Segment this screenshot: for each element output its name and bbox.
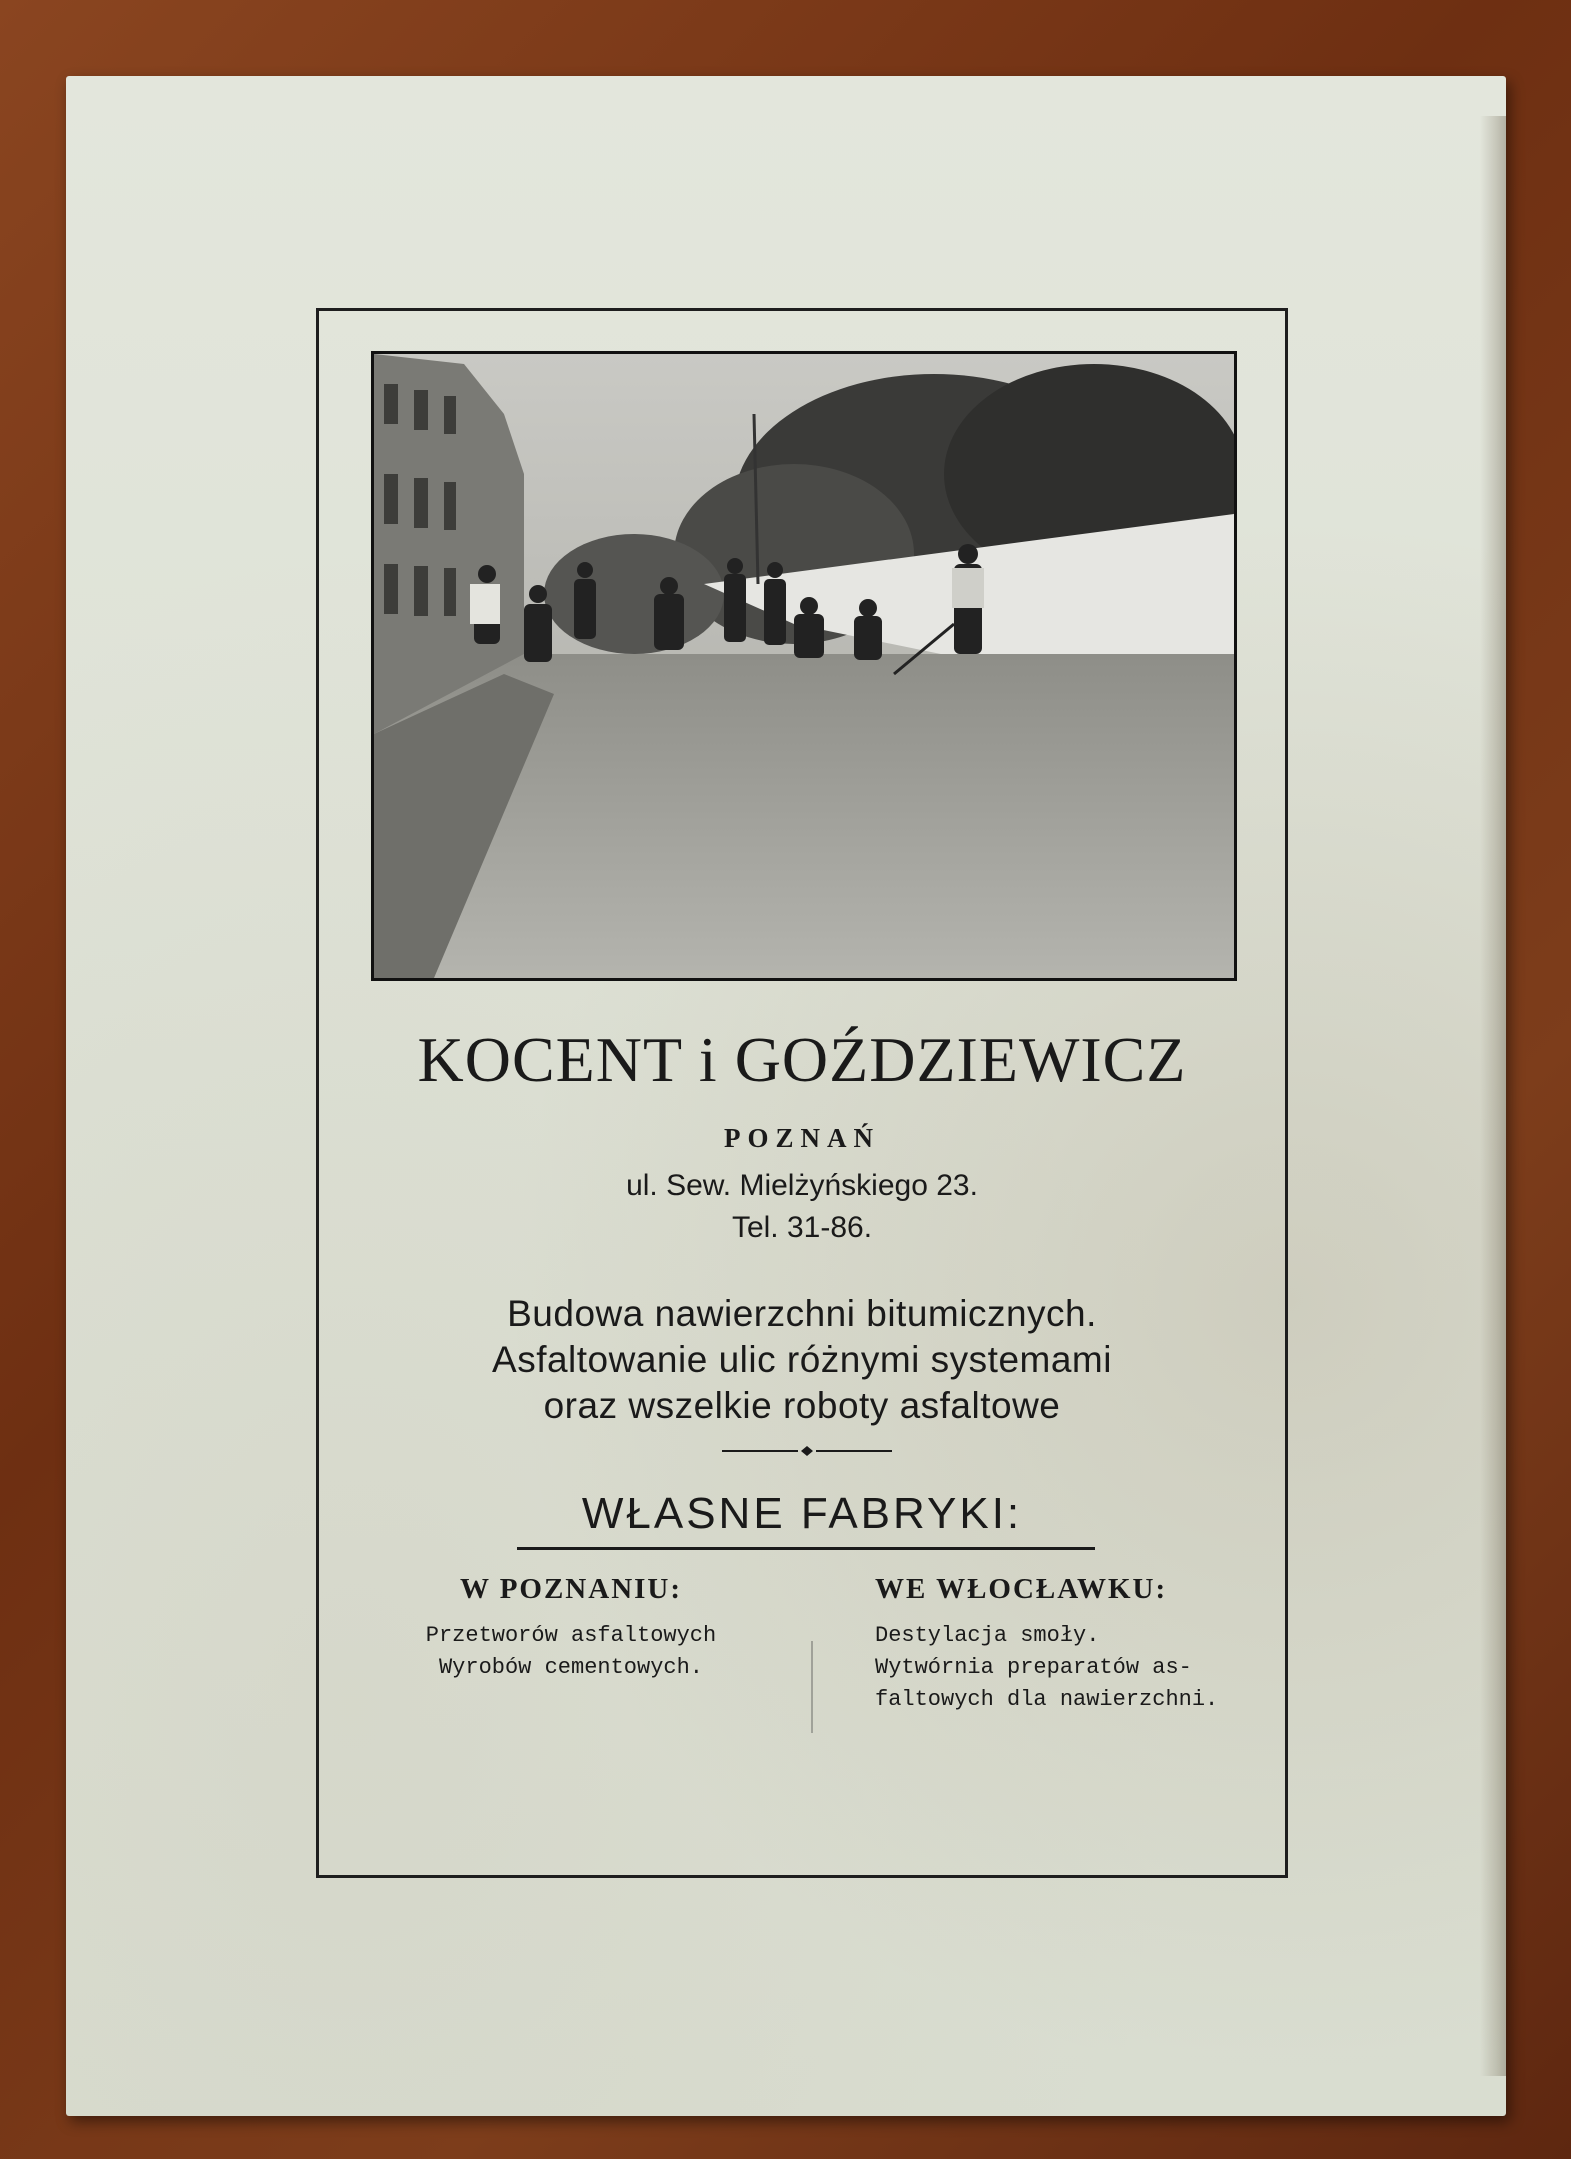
factory-location-title: WE WŁOCŁAWKU: [875, 1573, 1168, 1605]
factories-heading: WŁASNE FABRYKI: [581, 1489, 1023, 1538]
column-divider [811, 1641, 813, 1733]
road-construction-photo [371, 351, 1237, 981]
phone-number: Tel. 31-86. [731, 1211, 873, 1244]
factories-heading-underline [517, 1547, 1095, 1550]
page-edge [1480, 116, 1506, 2076]
service-line: oraz wszelkie roboty asfaltowe [543, 1385, 1061, 1426]
service-line: Asfaltowanie ulic różnymi systemami [492, 1339, 1112, 1380]
city: POZNAŃ [724, 1123, 880, 1153]
factory-product: Wytwórnia preparatów as- [875, 1655, 1192, 1680]
street-address: ul. Sew. Mielżyńskiego 23. [626, 1169, 978, 1202]
factory-product: faltowych dla nawierzchni. [875, 1687, 1219, 1712]
services-list [319, 1291, 1285, 1429]
photo-illustration [374, 354, 1234, 978]
factory-product: Przetworów asfaltowych [425, 1623, 717, 1648]
printed-page [66, 76, 1506, 2116]
factory-poznan [381, 1573, 761, 1684]
factory-product: Wyrobów cementowych. [438, 1655, 704, 1680]
ornament-divider [722, 1441, 892, 1461]
service-line: Budowa nawierzchni bitumicznych. [507, 1293, 1097, 1334]
factory-product: Destylacja smoły. [875, 1623, 1100, 1648]
factory-wloclawek [875, 1573, 1275, 1716]
advertisement-frame [316, 308, 1288, 1878]
factory-location-title: W POZNANIU: [459, 1573, 683, 1605]
company-name: KOCENT i GOŹDZIEWICZ [417, 1024, 1187, 1095]
